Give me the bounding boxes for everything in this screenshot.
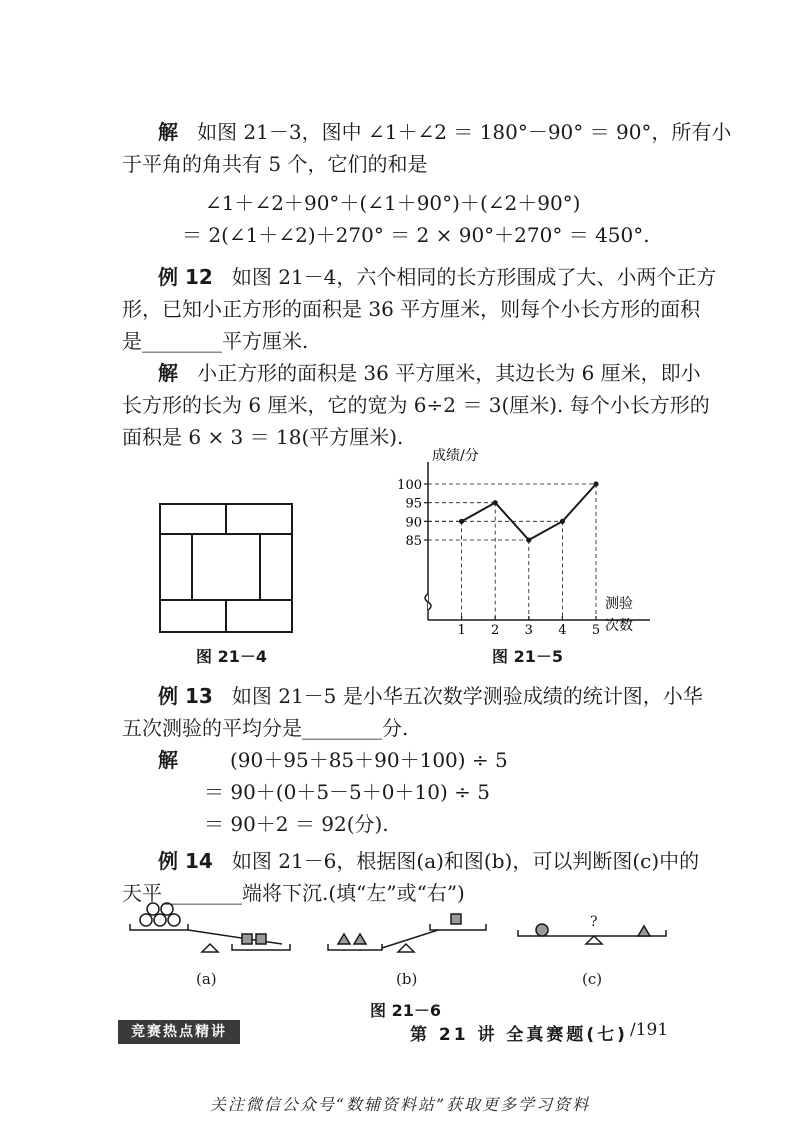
sol1-label: 解 [158,120,178,144]
figure-21-4 [156,500,296,636]
ex13-sol-line1 [158,745,508,775]
ex13-sol-label: 解 [158,748,178,772]
watermark-text: 关注微信公众号“数辅资料站”获取更多学习资料 [209,1095,591,1114]
chart-data-point [593,481,598,486]
figure-21-5-chart [397,448,660,638]
ex12-sol-label: 解 [158,361,178,385]
ex13-sol-line2: ＝ 90＋(0＋5－5＋0＋10) ÷ 5 [204,780,490,804]
chart-xlabel-line1: 测验 [605,596,633,612]
sol1-eq1: ∠1＋∠2＋90°＋(∠1＋90°)＋(∠2＋90°) [205,191,581,215]
ex12-sol-text1: 小正方形的面积是 36 平方厘米，其边长为 6 厘米，即小 [197,361,701,385]
ex13-sol-text1: (90＋95＋85＋90＋100) ÷ 5 [230,748,508,772]
figure-21-6-caption: 图 21－6 [370,1001,441,1020]
ex12-text1: 如图 21－4，六个相同的长方形围成了大、小两个正方 [231,265,717,289]
ex13-line2: 五次测验的平均分是________分. [122,716,409,740]
chart-x-tick-label: 5 [591,623,601,638]
chart-data-point [560,519,565,524]
ex14-text1: 如图 21－6，根据图(a)和图(b)，可以判断图(c)中的 [231,849,700,873]
balance-b [328,914,486,952]
footer-chapter: 第 21 讲 全真赛题(七) [410,1025,628,1045]
ex13-line1 [158,681,703,711]
ex14-line2: 天平________端将下沉.(填“左”或“右”) [122,881,465,905]
ex12-sol-line2: 长方形的长为 6 厘米，它的宽为 6÷2 ＝ 3(厘米). 每个小长方形的 [122,393,710,417]
figure-21-5-caption: 图 21－5 [492,647,563,666]
ex14-label: 例 14 [158,849,213,873]
chart-y-tick-label: 85 [405,534,422,549]
chart-series-line [462,484,596,540]
balance-b-label: (b) [396,970,418,988]
ex13-text1: 如图 21－5 是小华五次数学测验成绩的统计图，小华 [231,684,703,708]
balance-c-label: (c) [582,970,603,988]
ex14-line1 [158,846,699,876]
ex13-label: 例 13 [158,684,213,708]
chart-x-tick-label: 2 [491,623,500,638]
sol1-eq2: ＝ 2(∠1＋∠2)＋270° ＝ 2 × 90°＋270° ＝ 450°. [182,223,650,247]
ex12-line3: 是________平方厘米. [122,329,309,353]
chart-y-tick-label: 95 [405,496,422,512]
ex12-label: 例 12 [158,265,213,289]
chart-y-tick-label: 90 [405,515,422,531]
chart-axis-break [425,594,431,610]
chart-data-point [526,537,531,542]
chart-y-tick-label: 100 [397,478,422,493]
ex12-sol-line1 [158,358,701,388]
balance-a-label: (a) [196,970,217,988]
footer-page-number: /191 [630,1020,669,1040]
chart-data-point [459,519,464,524]
chart-data-point [493,500,498,505]
balance-a [130,903,290,952]
chart-x-tick-label: 3 [524,623,533,638]
ex12-line2: 形，已知小正方形的面积是 36 平方厘米，则每个小长方形的面积 [122,297,701,321]
footer-badge: 竞赛热点精讲 [118,1020,240,1044]
chart-x-tick-label: 4 [558,623,567,638]
ex12-sol-line3: 面积是 6 × 3 ＝ 18(平方厘米). [122,425,404,449]
ex13-sol-line3: ＝ 90＋2 ＝ 92(分). [204,812,389,836]
ex12-line1 [158,262,716,292]
chart-xlabel-line2: 次数 [605,618,633,634]
chart-x-tick-label: 1 [457,623,466,638]
balance-c-question: ? [590,914,598,930]
chart-ylabel: 成绩/分 [432,448,479,464]
sol1-line2: 于平角的角共有 5 个，它们的和是 [122,152,428,176]
figure-21-4-caption: 图 21－4 [196,647,267,666]
figure-21-6 [120,900,680,992]
sol1-text1: 如图 21－3，图中 ∠1＋∠2 ＝ 180°－90° ＝ 90°，所有小 [197,120,732,144]
sol1-line1 [158,117,731,147]
